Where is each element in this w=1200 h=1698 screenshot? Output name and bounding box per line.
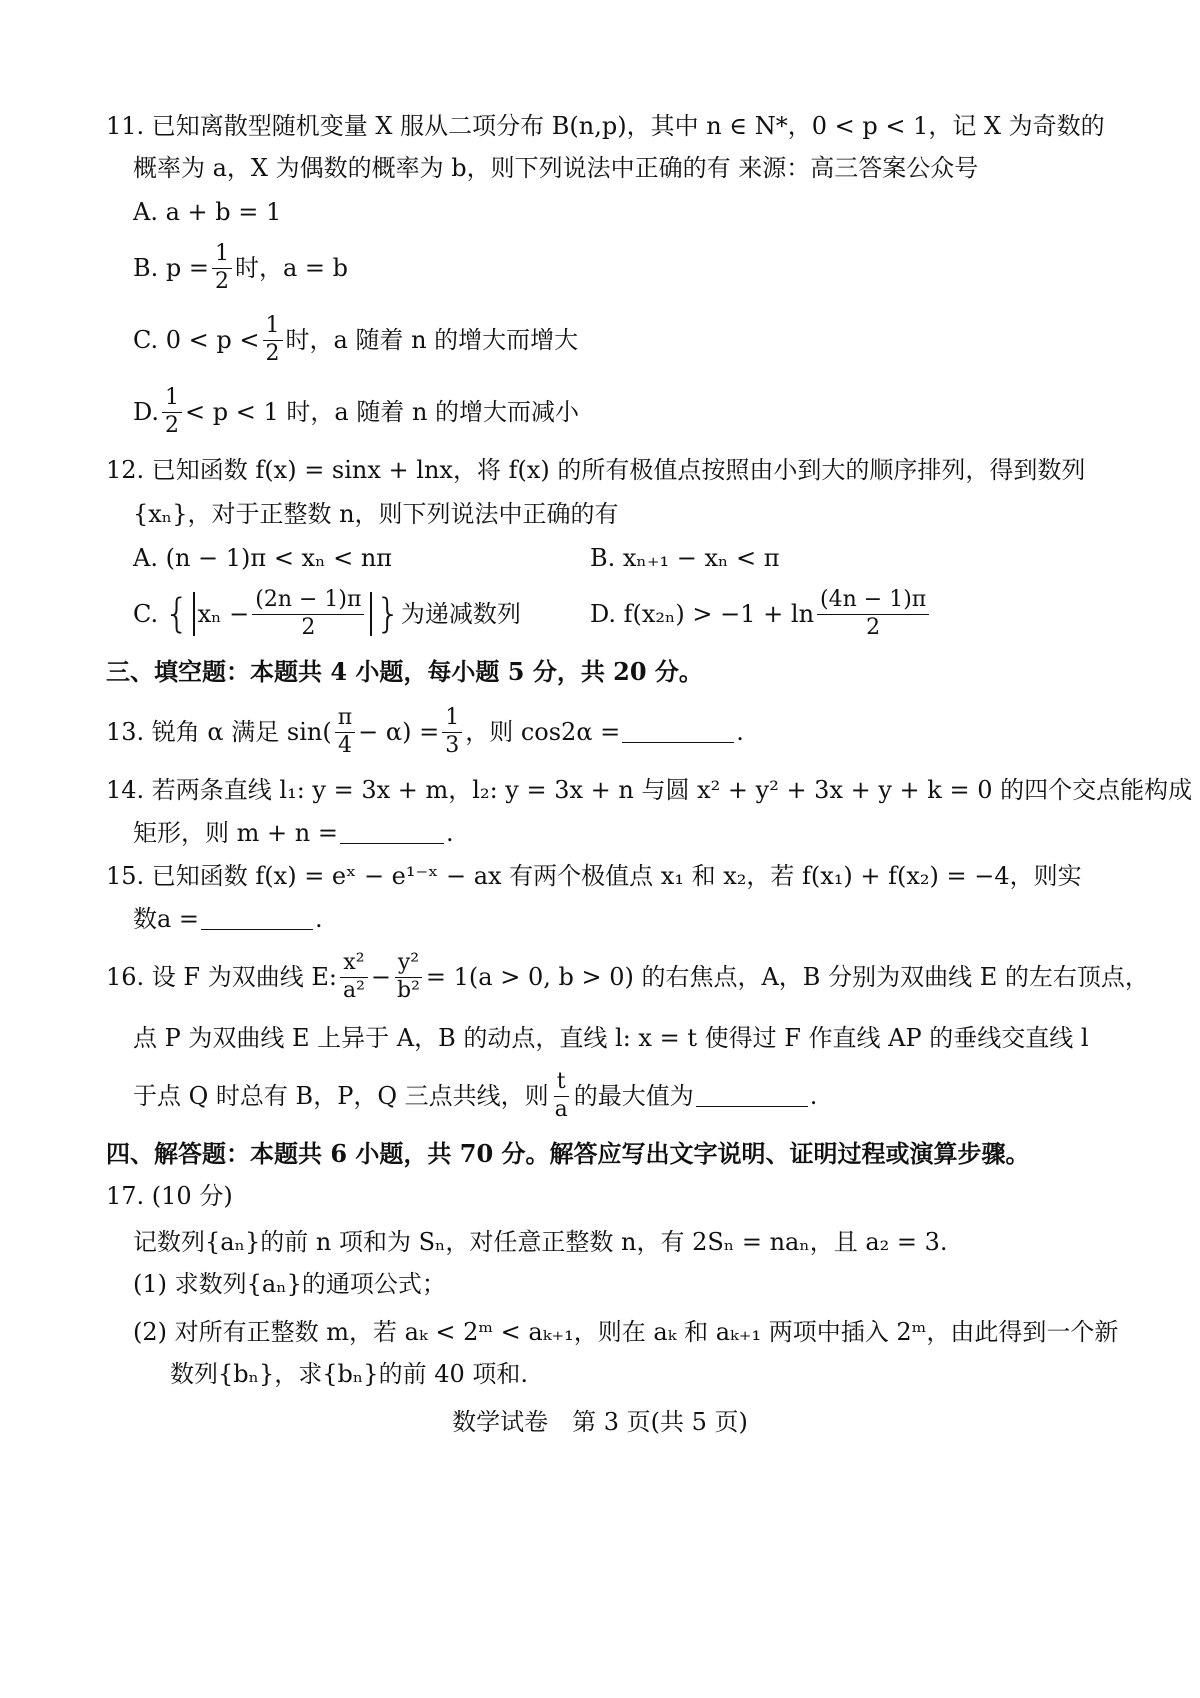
- q15-line1: 15. 已知函数 f(x) = eˣ − e¹⁻ˣ − ax 有两个极值点 x₁ 和 x₂，若 f(x₁) + f(x₂) = −4，则实: [106, 862, 1082, 890]
- q14-line2-text: 矩形，则 m + n =: [133, 819, 338, 847]
- q12-c-numerator: (2n − 1)π: [252, 588, 364, 614]
- q12-c-abs-right: [370, 592, 372, 636]
- q16-denominator-a2: a: [554, 1096, 568, 1122]
- q13-denominator-1: 4: [337, 732, 352, 758]
- q11-b-fraction: [212, 242, 232, 293]
- q16-line2: 点 P 为双曲线 E 上异于 A，B 的动点，直线 l: x = t 使得过 F 作直线 AP 的垂线交直线 l: [133, 1024, 1089, 1052]
- q12-option-b: B. xₙ₊₁ − xₙ < π: [590, 544, 780, 572]
- section-4-heading: 四、解答题：本题共 6 小题，共 70 分。解答应写出文字说明、证明过程或演算步骤。: [106, 1139, 1030, 1168]
- q11-d-pre: D.: [133, 398, 160, 426]
- q14-answer-blank[interactable]: [340, 823, 444, 844]
- q11-b-pre: B. p =: [133, 254, 209, 282]
- q12-c-post: 为递减数列: [400, 600, 521, 628]
- q11-option-a: A. a + b = 1: [133, 198, 282, 226]
- q17-part-2-line1: (2) 对所有正整数 m，若 aₖ < 2ᵐ < aₖ₊₁，则在 aₖ 和 aₖ₊₁ 两项中插入 2ᵐ，由此得到一个新: [133, 1318, 1119, 1346]
- q16-fraction-t-over-a: [552, 1070, 571, 1121]
- q13-numerator-2: 1: [442, 706, 462, 732]
- q12-line1: 12. 已知函数 f(x) = sinx + lnx，将 f(x) 的所有极值点按照由小到大的顺序排列，得到数列: [106, 456, 1086, 484]
- q11-option-b: [133, 240, 348, 296]
- q16-denominator-a: a²: [342, 977, 365, 1003]
- q16-line3-post: 的最大值为: [573, 1082, 694, 1110]
- q16-numerator-y: y²: [395, 951, 422, 977]
- q13-end: .: [736, 718, 744, 746]
- q12-d-numerator: (4n − 1)π: [817, 588, 929, 614]
- q12-option-c: [133, 586, 521, 642]
- q11-b-denominator: 2: [215, 268, 229, 294]
- q12-option-d: [590, 586, 932, 642]
- q11-b-numerator: 1: [212, 242, 232, 268]
- q14-line2: [133, 818, 454, 848]
- q14-end: .: [445, 819, 454, 847]
- q11-d-numerator: 1: [162, 386, 182, 412]
- q16-numerator-x: x²: [340, 951, 367, 977]
- q16-line3: [133, 1068, 817, 1124]
- q14-line1: 14. 若两条直线 l₁: y = 3x + m，l₂: y = 3x + n 与圆 x² + y² + 3x + y + k = 0 的四个交点能构成: [106, 776, 1193, 804]
- q11-line2: 概率为 a，X 为偶数的概率为 b，则下列说法中正确的有 来源：高三答案公众号: [133, 154, 979, 182]
- q11-d-fraction: [162, 386, 182, 437]
- q16-end: .: [809, 1082, 818, 1110]
- q12-line2: {xₙ}，对于正整数 n，则下列说法中正确的有: [133, 500, 619, 528]
- q16-answer-blank[interactable]: [696, 1086, 808, 1107]
- q16-denominator-b: b²: [397, 977, 420, 1003]
- q11-b-post: 时，a = b: [235, 254, 349, 282]
- q15-answer-blank[interactable]: [201, 909, 313, 930]
- section-3-heading: 三、填空题：本题共 4 小题，每小题 5 分，共 20 分。: [106, 657, 703, 686]
- q17-part-2-line2: 数列{bₙ}，求{bₙ}的前 40 项和.: [170, 1360, 528, 1388]
- q15-line2-text: 数a =: [133, 905, 200, 933]
- q12-c-fraction: [252, 588, 364, 639]
- q12-c-close-brace: }: [375, 591, 401, 637]
- q15-line2: [133, 904, 323, 934]
- q16-numerator-t: t: [554, 1070, 569, 1096]
- q13-fraction-1: [335, 706, 355, 757]
- q11-c-fraction: [263, 314, 283, 365]
- q11-c-pre: C. 0 < p <: [133, 326, 260, 354]
- q16-post: = 1(a > 0, b > 0) 的右焦点，A，B 分别为双曲线 E 的左右顶点，: [425, 963, 1149, 991]
- q13-pre: 13. 锐角 α 满足 sin(: [106, 718, 332, 746]
- q12-d-denominator: 2: [866, 614, 881, 640]
- q13-post: ，则 cos2α =: [465, 718, 621, 746]
- q12-d-fraction: [817, 588, 929, 639]
- q13-denominator-2: 3: [445, 732, 460, 758]
- q16-line3-pre: 于点 Q 时总有 B，P，Q 三点共线，则: [133, 1082, 549, 1110]
- q11-d-denominator: 2: [165, 412, 180, 438]
- q16-pre: 16. 设 F 为双曲线 E:: [106, 963, 337, 991]
- q16-fraction-x: [340, 951, 368, 1002]
- q12-c-denominator: 2: [301, 614, 316, 640]
- q13-fraction-2: [442, 706, 462, 757]
- q15-end: .: [315, 905, 323, 933]
- q13-mid: − α) =: [358, 718, 440, 746]
- q17-heading: 17. (10 分): [106, 1182, 233, 1210]
- q12-d-pre: D. f(x₂ₙ) > −1 + ln: [590, 600, 815, 628]
- q16-fraction-y: [394, 951, 423, 1002]
- q16-line1: [106, 948, 1149, 1006]
- q11-option-d: [133, 384, 579, 440]
- q13-numerator-1: π: [335, 706, 355, 732]
- q11-c-denominator: 2: [265, 340, 280, 366]
- page-footer: 数学试卷 第 3 页(共 5 页): [452, 1408, 748, 1436]
- q11-c-post: 时，a 随着 n 的增大而增大: [285, 326, 579, 354]
- q11-d-post: < p < 1 时，a 随着 n 的增大而减小: [185, 398, 580, 426]
- q12-option-a: A. (n − 1)π < xₙ < nπ: [133, 544, 393, 572]
- q11-option-c: [133, 312, 578, 368]
- q12-c-open-brace: {: [164, 591, 190, 637]
- q12-c-xn: xₙ −: [197, 600, 250, 628]
- q12-c-abs-left: [193, 592, 195, 636]
- q16-minus: −: [370, 963, 391, 991]
- q12-c-pre: C.: [133, 600, 159, 628]
- q11-c-numerator: 1: [263, 314, 283, 340]
- q11-line1: 11. 已知离散型随机变量 X 服从二项分布 B(n,p)，其中 n ∈ N*，0 < p < 1，记 X 为奇数的: [106, 112, 1105, 140]
- q17-body: 记数列{aₙ}的前 n 项和为 Sₙ，对任意正整数 n，有 2Sₙ = naₙ，且 a₂ = 3.: [133, 1228, 948, 1256]
- q13-answer-blank[interactable]: [622, 722, 734, 743]
- q13: [106, 704, 744, 760]
- q17-part-1: (1) 求数列{aₙ}的通项公式；: [133, 1270, 446, 1298]
